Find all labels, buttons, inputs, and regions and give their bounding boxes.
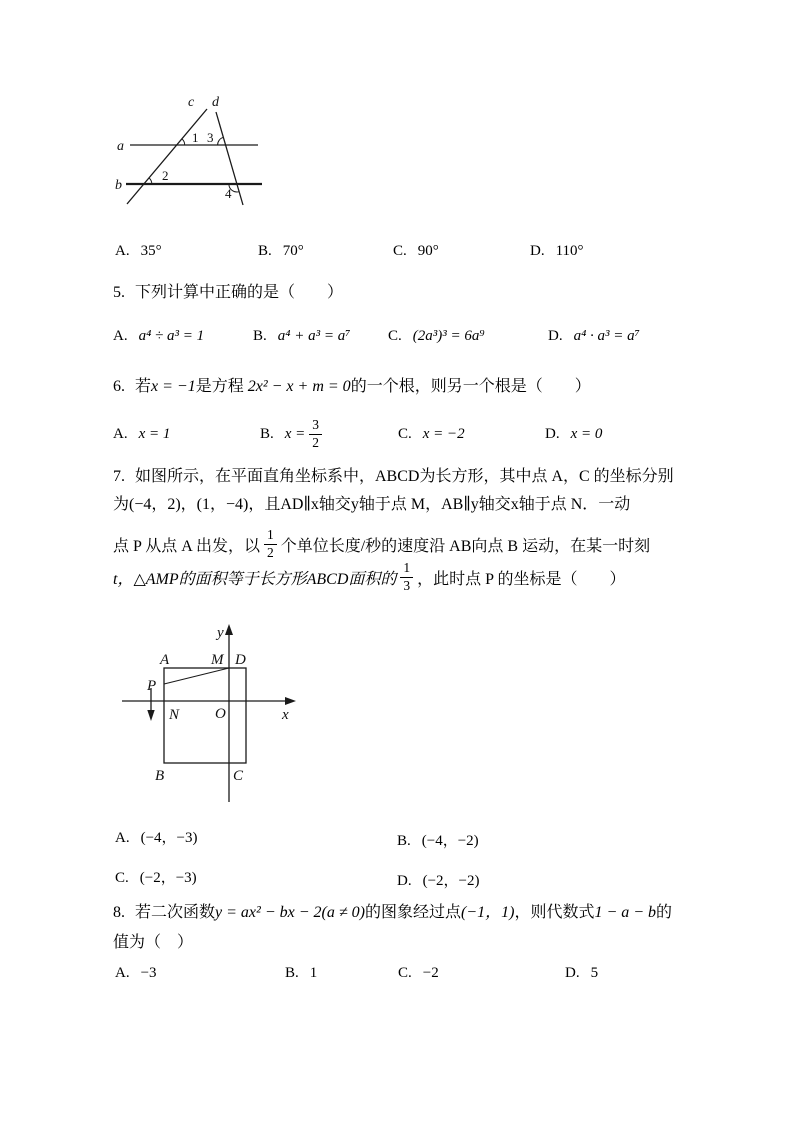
q7-option-d: D. (−2，−2) bbox=[397, 873, 480, 889]
point-C-label: C bbox=[233, 768, 244, 784]
transversal-c bbox=[127, 109, 207, 204]
q5-prompt: 5. 下列计算中正确的是（ ） bbox=[113, 284, 344, 301]
line-c-label: c bbox=[188, 95, 195, 110]
line-a-label: a bbox=[117, 139, 124, 154]
q4-option-c: C. 90° bbox=[393, 243, 439, 259]
q5-option-b: B. a⁴ + a³ = a⁷ bbox=[253, 328, 351, 344]
angle1-arc bbox=[182, 139, 185, 145]
q5-option-a: A. a⁴ ÷ a³ = 1 bbox=[113, 328, 205, 344]
q8-line2: 值为（ ） bbox=[113, 934, 194, 951]
q6-option-b: B. x = $\frac{3}{2}$ bbox=[260, 416, 326, 452]
q8-line1: 8. 若二次函数y = ax² − bx − 2(a ≠ 0)的图象经过点(−1，1)，则代数式1 − a − b的 bbox=[113, 904, 673, 921]
point-N-label: N bbox=[169, 707, 180, 723]
q7-option-b: B. (−4，−2) bbox=[397, 833, 479, 849]
q7-line1: 7. 如图所示，在平面直角坐标系中，ABCD为长方形，其中点 A，C 的坐标分别 bbox=[113, 468, 674, 485]
q6-option-a: A. x = 1 bbox=[113, 425, 171, 442]
question4-parallel-lines-figure bbox=[112, 92, 272, 212]
point-A-label: A bbox=[160, 652, 170, 668]
angle1-label: 1 bbox=[192, 130, 199, 145]
point-B-label: B bbox=[155, 768, 165, 784]
q7-line4: t，△AMP的面积等于长方形ABCD面积的 $\frac{1}{3}$ ，此时点 P 的坐标是（ ） bbox=[113, 560, 626, 593]
q7-area-fraction: $\frac{1}{3}$ bbox=[400, 561, 413, 592]
q5-number: 5. bbox=[113, 284, 125, 301]
q8-option-c: C. −2 bbox=[398, 965, 439, 981]
q7-number: 7. bbox=[113, 468, 125, 485]
q4-option-a: A. 35° bbox=[115, 243, 162, 259]
y-axis-arrowhead bbox=[225, 624, 233, 635]
line-b-label: b bbox=[115, 178, 122, 193]
angle3-arc bbox=[218, 137, 224, 145]
q6-option-d: D. x = 0 bbox=[545, 425, 603, 442]
q6-option-b-fraction: $\frac{3}{2}$ bbox=[309, 418, 322, 449]
angle2-label: 2 bbox=[162, 168, 169, 183]
segment-PM bbox=[164, 668, 229, 684]
q8-option-b: B. 1 bbox=[285, 965, 318, 981]
q4-option-d: D. 110° bbox=[530, 243, 584, 259]
angle4-label: 4 bbox=[225, 186, 232, 201]
q8-option-a: A. −3 bbox=[115, 965, 157, 981]
y-axis-label: y bbox=[217, 625, 224, 641]
q5-option-c: C. (2a³)³ = 6a⁹ bbox=[388, 328, 485, 344]
x-axis-arrowhead bbox=[285, 697, 296, 705]
q7-line3: 点 P 从点 A 出发，以 $\frac{1}{2}$ 个单位长度/秒的速度沿 AB向点 B 运动，在某一时刻 bbox=[113, 527, 651, 560]
q6-number: 6. bbox=[113, 378, 125, 395]
motion-arrow-head bbox=[147, 710, 154, 721]
q6-prompt: 6. 若x = −1是方程 2x² − x + m = 0的一个根，则另一个根是（ ） bbox=[113, 378, 591, 395]
point-M-label: M bbox=[211, 652, 224, 668]
q4-option-b: B. 70° bbox=[258, 243, 304, 259]
x-axis-label: x bbox=[282, 707, 289, 723]
q7-line2: 为(−4，2)，(1，−4)，且AD∥x轴交y轴于点 M，AB∥y轴交x轴于点 N．一动 bbox=[113, 496, 631, 513]
origin-O-label: O bbox=[215, 706, 226, 722]
q7-speed-fraction: $\frac{1}{2}$ bbox=[264, 528, 277, 559]
point-P-label: P bbox=[147, 678, 157, 694]
q6-option-c: C. x = −2 bbox=[398, 425, 465, 442]
q8-number: 8. bbox=[113, 904, 125, 921]
q8-option-d: D. 5 bbox=[565, 965, 599, 981]
q5-option-d: D. a⁴ · a³ = a⁷ bbox=[548, 328, 640, 344]
q7-option-c: C. (−2，−3) bbox=[115, 870, 197, 886]
angle3-label: 3 bbox=[207, 130, 214, 145]
point-D-label: D bbox=[235, 652, 246, 668]
question7-coordinate-figure bbox=[118, 620, 303, 810]
line-d-label: d bbox=[212, 95, 219, 110]
q7-option-a: A. (−4，−3) bbox=[115, 830, 198, 846]
